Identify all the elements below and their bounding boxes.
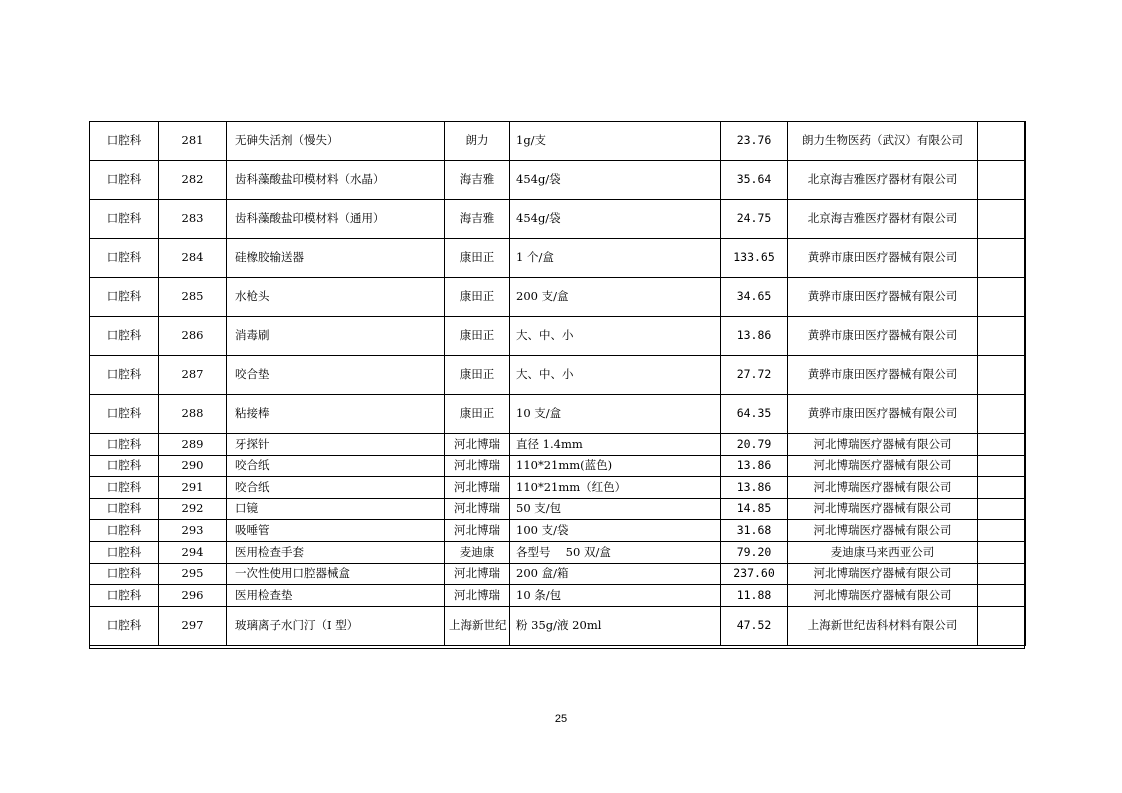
remarks-cell [978,239,1026,278]
brand-cell: 河北博瑞 [445,434,510,456]
department-cell: 口腔科 [90,278,159,317]
product-name-cell: 硅橡胶输送器 [227,239,445,278]
specification-cell: 454g/袋 [510,161,721,200]
department-cell: 口腔科 [90,563,159,585]
manufacturer-cell: 黄骅市康田医疗器械有限公司 [788,317,978,356]
serial-number-cell: 290 [159,455,227,477]
table-row [90,122,1026,161]
product-name-cell: 一次性使用口腔器械盒 [227,563,445,585]
product-name-cell: 口镜 [227,498,445,520]
department-cell: 口腔科 [90,455,159,477]
specification-cell: 1g/支 [510,122,721,161]
manufacturer-cell: 河北博瑞医疗器械有限公司 [788,455,978,477]
price-cell: 35.64 [721,161,788,200]
remarks-cell [978,356,1026,395]
table-row [90,520,1026,542]
serial-number-cell: 295 [159,563,227,585]
serial-number-cell: 287 [159,356,227,395]
table-row [90,200,1026,239]
brand-cell: 朗力 [445,122,510,161]
manufacturer-cell: 黄骅市康田医疗器械有限公司 [788,395,978,434]
manufacturer-cell: 朗力生物医药（武汉）有限公司 [788,122,978,161]
manufacturer-cell: 河北博瑞医疗器械有限公司 [788,498,978,520]
price-cell: 31.68 [721,520,788,542]
serial-number-cell: 291 [159,477,227,499]
serial-number-cell: 294 [159,541,227,563]
serial-number-cell: 288 [159,395,227,434]
specification-cell: 110*21mm（红色） [510,477,721,499]
product-name-cell: 消毒刷 [227,317,445,356]
brand-cell: 康田正 [445,395,510,434]
brand-cell: 康田正 [445,239,510,278]
manufacturer-cell: 黄骅市康田医疗器械有限公司 [788,239,978,278]
table-row [90,563,1026,585]
product-name-cell: 齿科藻酸盐印模材料（水晶） [227,161,445,200]
remarks-cell [978,395,1026,434]
remarks-cell [978,122,1026,161]
specification-cell: 200 支/盒 [510,278,721,317]
price-cell: 79.20 [721,541,788,563]
brand-cell: 河北博瑞 [445,563,510,585]
remarks-cell [978,520,1026,542]
product-name-cell: 牙探针 [227,434,445,456]
serial-number-cell: 293 [159,520,227,542]
product-name-cell: 玻璃离子水门汀（I 型） [227,606,445,645]
manufacturer-cell: 上海新世纪齿科材料有限公司 [788,606,978,645]
product-price-table [89,121,1026,646]
price-cell: 64.35 [721,395,788,434]
department-cell: 口腔科 [90,434,159,456]
manufacturer-cell: 河北博瑞医疗器械有限公司 [788,434,978,456]
product-name-cell: 咬合纸 [227,477,445,499]
serial-number-cell: 284 [159,239,227,278]
table-row [90,317,1026,356]
manufacturer-cell: 河北博瑞医疗器械有限公司 [788,585,978,607]
remarks-cell [978,585,1026,607]
specification-cell: 大、中、小 [510,317,721,356]
brand-cell: 海吉雅 [445,200,510,239]
table-row [90,278,1026,317]
brand-cell: 河北博瑞 [445,585,510,607]
brand-cell: 上海新世纪 [445,606,510,645]
serial-number-cell: 286 [159,317,227,356]
department-cell: 口腔科 [90,356,159,395]
department-cell: 口腔科 [90,317,159,356]
table-row [90,356,1026,395]
table-body [90,122,1026,646]
remarks-cell [978,498,1026,520]
serial-number-cell: 281 [159,122,227,161]
table-row [90,395,1026,434]
price-cell: 34.65 [721,278,788,317]
price-cell: 24.75 [721,200,788,239]
specification-cell: 100 支/袋 [510,520,721,542]
specification-cell: 各型号 50 双/盒 [510,541,721,563]
price-cell: 237.60 [721,563,788,585]
specification-cell: 10 支/盒 [510,395,721,434]
remarks-cell [978,434,1026,456]
table-row [90,541,1026,563]
price-cell: 13.86 [721,455,788,477]
price-cell: 13.86 [721,317,788,356]
remarks-cell [978,477,1026,499]
page-number: 25 [554,713,568,725]
manufacturer-cell: 北京海吉雅医疗器材有限公司 [788,200,978,239]
price-cell: 23.76 [721,122,788,161]
brand-cell: 河北博瑞 [445,455,510,477]
specification-cell: 直径 1.4mm [510,434,721,456]
department-cell: 口腔科 [90,477,159,499]
table-row [90,455,1026,477]
manufacturer-cell: 麦迪康马来西亚公司 [788,541,978,563]
price-cell: 11.88 [721,585,788,607]
serial-number-cell: 296 [159,585,227,607]
price-cell: 27.72 [721,356,788,395]
remarks-cell [978,200,1026,239]
table-row [90,477,1026,499]
manufacturer-cell: 河北博瑞医疗器械有限公司 [788,520,978,542]
remarks-cell [978,317,1026,356]
remarks-cell [978,541,1026,563]
manufacturer-cell: 河北博瑞医疗器械有限公司 [788,477,978,499]
specification-cell: 10 条/包 [510,585,721,607]
serial-number-cell: 292 [159,498,227,520]
manufacturer-cell: 黄骅市康田医疗器械有限公司 [788,278,978,317]
department-cell: 口腔科 [90,161,159,200]
specification-cell: 1 个/盒 [510,239,721,278]
brand-cell: 河北博瑞 [445,498,510,520]
specification-cell: 110*21mm(蓝色) [510,455,721,477]
product-name-cell: 齿科藻酸盐印模材料（通用） [227,200,445,239]
department-cell: 口腔科 [90,200,159,239]
table-row [90,434,1026,456]
price-cell: 14.85 [721,498,788,520]
department-cell: 口腔科 [90,606,159,645]
price-cell: 20.79 [721,434,788,456]
brand-cell: 康田正 [445,356,510,395]
product-name-cell: 咬合纸 [227,455,445,477]
serial-number-cell: 289 [159,434,227,456]
remarks-cell [978,606,1026,645]
product-name-cell: 咬合垫 [227,356,445,395]
brand-cell: 河北博瑞 [445,520,510,542]
product-name-cell: 粘接棒 [227,395,445,434]
serial-number-cell: 283 [159,200,227,239]
serial-number-cell: 297 [159,606,227,645]
remarks-cell [978,161,1026,200]
brand-cell: 海吉雅 [445,161,510,200]
product-name-cell: 无砷失活剂（慢失） [227,122,445,161]
serial-number-cell: 282 [159,161,227,200]
remarks-cell [978,278,1026,317]
product-name-cell: 医用检查手套 [227,541,445,563]
specification-cell: 50 支/包 [510,498,721,520]
price-cell: 47.52 [721,606,788,645]
manufacturer-cell: 黄骅市康田医疗器械有限公司 [788,356,978,395]
product-name-cell: 医用检查垫 [227,585,445,607]
price-cell: 133.65 [721,239,788,278]
specification-cell: 大、中、小 [510,356,721,395]
price-cell: 13.86 [721,477,788,499]
specification-cell: 454g/袋 [510,200,721,239]
remarks-cell [978,563,1026,585]
manufacturer-cell: 河北博瑞医疗器械有限公司 [788,563,978,585]
department-cell: 口腔科 [90,520,159,542]
department-cell: 口腔科 [90,122,159,161]
table-row [90,498,1026,520]
manufacturer-cell: 北京海吉雅医疗器材有限公司 [788,161,978,200]
department-cell: 口腔科 [90,585,159,607]
brand-cell: 康田正 [445,317,510,356]
brand-cell: 河北博瑞 [445,477,510,499]
brand-cell: 康田正 [445,278,510,317]
brand-cell: 麦迪康 [445,541,510,563]
serial-number-cell: 285 [159,278,227,317]
table-row [90,161,1026,200]
remarks-cell [978,455,1026,477]
product-name-cell: 水枪头 [227,278,445,317]
product-name-cell: 吸唾管 [227,520,445,542]
table-row [90,606,1026,645]
department-cell: 口腔科 [90,498,159,520]
department-cell: 口腔科 [90,541,159,563]
specification-cell: 粉 35g/液 20ml [510,606,721,645]
specification-cell: 200 盒/箱 [510,563,721,585]
department-cell: 口腔科 [90,239,159,278]
department-cell: 口腔科 [90,395,159,434]
table-row [90,585,1026,607]
table-row [90,239,1026,278]
